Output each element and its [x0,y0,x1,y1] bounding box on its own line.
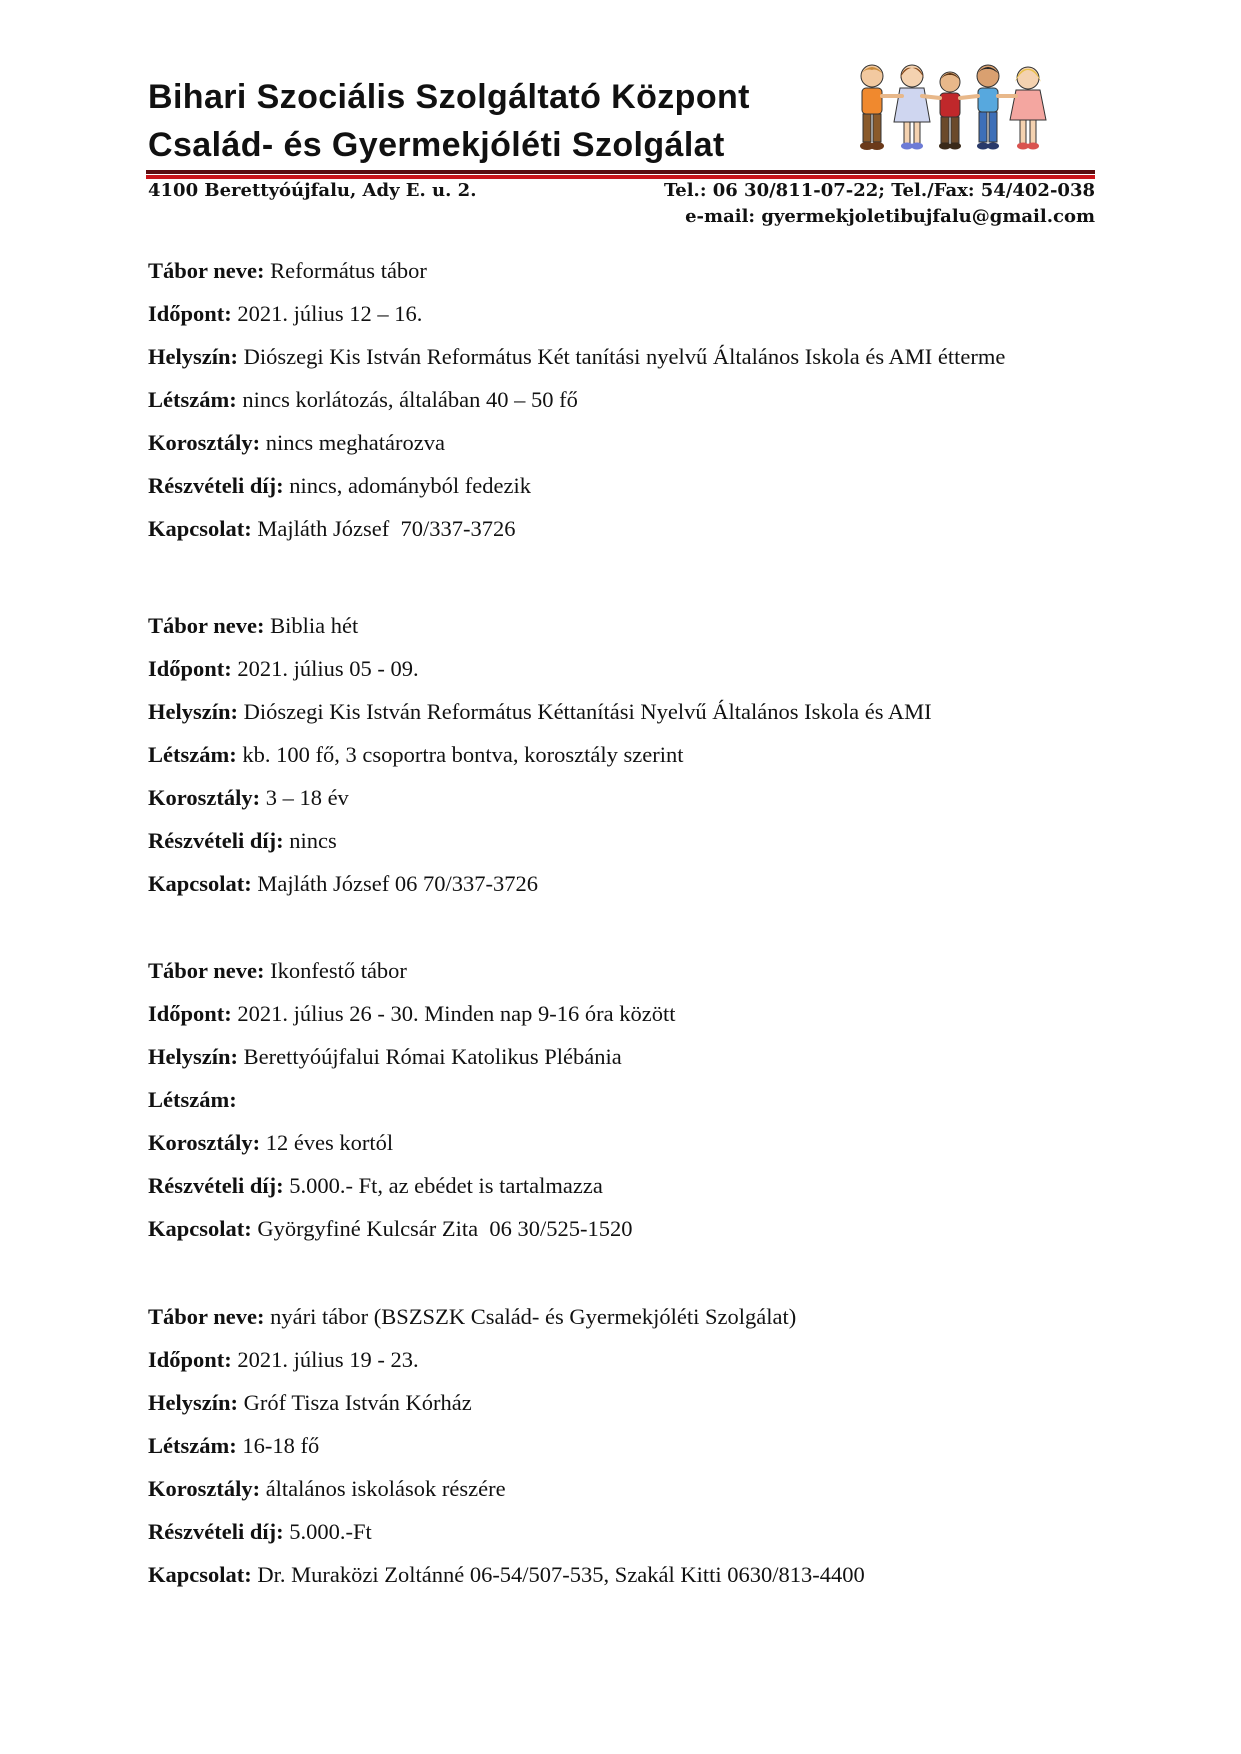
child-figure [939,72,961,150]
label: Helyszín: [148,344,238,369]
camp-count: nincs korlátozás, általában 40 – 50 fő [242,387,578,412]
org-subtitle: Család- és Gyermekjóléti Szolgálat [148,126,725,164]
camp-date: 2021. július 12 – 16. [237,301,423,326]
camp-age: általános iskolások részére [265,1476,506,1501]
label: Létszám: [148,742,237,767]
camp-fee-row [148,1510,1108,1553]
camp-date-row [148,647,1108,690]
label: Korosztály: [148,785,261,810]
camp-date-row [148,1338,1108,1381]
child-figure [860,65,884,150]
label: Létszám: [148,1433,237,1458]
camp-entry [148,1295,1108,1596]
camp-fee: 5.000.- Ft, az ebédet is tartalmazza [289,1173,603,1198]
camp-entry [148,604,1108,905]
camp-fee: 5.000.-Ft [289,1519,372,1544]
label: Tábor neve: [148,613,265,638]
label: Kapcsolat: [148,1562,252,1587]
camp-date-row [148,292,1108,335]
camp-fee-row [148,464,1108,507]
camp-count-row [148,378,1108,421]
camp-entry [148,949,1108,1250]
label: Korosztály: [148,1476,261,1501]
label: Tábor neve: [148,1304,265,1329]
camp-fee-row [148,1164,1108,1207]
label: Időpont: [148,301,232,326]
camp-place: Gróf Tisza István Kórház [243,1390,472,1415]
label: Időpont: [148,1347,232,1372]
camp-contact-row [148,1553,1108,1596]
label: Időpont: [148,656,232,681]
camp-date: 2021. július 05 - 09. [237,656,419,681]
label: Részvételi díj: [148,1173,284,1198]
camp-name: Biblia hét [270,613,359,638]
header-rule-red [146,175,1095,179]
camp-count-row [148,733,1108,776]
camp-place-row [148,1381,1108,1424]
camp-contact: Majláth József 70/337-3726 [257,516,516,541]
email: e-mail: gyermekjoletibujfalu@gmail.com [685,206,1095,227]
camp-age: nincs meghatározva [265,430,445,455]
label: Kapcsolat: [148,871,252,896]
camp-date: 2021. július 26 - 30. Minden nap 9-16 óra között [237,1001,676,1026]
camp-age: 3 – 18 év [265,785,349,810]
camp-fee: nincs, adományból fedezik [289,473,532,498]
children-holding-hands-logo [850,62,1050,154]
camp-date-row [148,992,1108,1035]
label: Korosztály: [148,1130,261,1155]
camp-name-row [148,1295,1108,1338]
org-title: Bihari Szociális Szolgáltató Központ [148,78,750,116]
label: Létszám: [148,387,237,412]
header-rule-dark [146,170,1095,174]
camp-entry [148,249,1108,550]
camp-contact-row [148,862,1108,905]
camp-age-row [148,776,1108,819]
camp-contact-row [148,1207,1108,1250]
camp-count-row [148,1424,1108,1467]
camp-count: 16-18 fő [242,1433,320,1458]
label: Részvételi díj: [148,473,284,498]
camp-date: 2021. július 19 - 23. [237,1347,419,1372]
label: Részvételi díj: [148,1519,284,1544]
camp-contact: Majláth József 06 70/337-3726 [257,871,538,896]
camp-place: Berettyóújfalui Római Katolikus Plébánia [243,1044,622,1069]
label: Tábor neve: [148,258,265,283]
label: Helyszín: [148,699,238,724]
camp-name: nyári tábor (BSZSZK Család- és Gyermekjóléti Szolgálat) [270,1304,797,1329]
camp-count: kb. 100 fő, 3 csoportra bontva, korosztály szerint [242,742,684,767]
label: Kapcsolat: [148,516,252,541]
camp-place-row [148,335,1108,378]
camp-contact-row [148,507,1108,550]
label: Korosztály: [148,430,261,455]
camp-place-row [148,690,1108,733]
label: Helyszín: [148,1390,238,1415]
camp-count-row [148,1078,1108,1121]
camp-place-row [148,1035,1108,1078]
label: Helyszín: [148,1044,238,1069]
label: Időpont: [148,1001,232,1026]
child-figure [1010,67,1046,150]
label: Létszám: [148,1087,237,1112]
camp-name: Református tábor [270,258,427,283]
camp-age-row [148,1121,1108,1164]
label: Kapcsolat: [148,1216,252,1241]
camp-name-row [148,249,1108,292]
camp-place: Diószegi Kis István Református Kéttanítási Nyelvű Általános Iskola és AMI [243,699,932,724]
child-figure [977,65,999,150]
camp-contact: Györgyfiné Kulcsár Zita 06 30/525-1520 [257,1216,633,1241]
camp-fee: nincs [289,828,337,853]
camp-age-row [148,1467,1108,1510]
camp-name-row [148,604,1108,647]
camp-contact: Dr. Muraközi Zoltánné 06-54/507-535, Szakál Kitti 0630/813-4400 [257,1562,865,1587]
phone-fax: Tel.: 06 30/811-07-22; Tel./Fax: 54/402-038 [663,180,1095,201]
camp-place: Diószegi Kis István Református Két tanítási nyelvű Általános Iskola és AMI étterme [243,344,1006,369]
camp-age: 12 éves kortól [265,1130,394,1155]
child-figure [894,65,930,150]
label: Részvételi díj: [148,828,284,853]
camp-name-row [148,949,1108,992]
camp-fee-row [148,819,1108,862]
camp-name: Ikonfestő tábor [270,958,407,983]
address: 4100 Berettyóújfalu, Ady E. u. 2. [148,180,477,201]
camp-age-row [148,421,1108,464]
label: Tábor neve: [148,958,265,983]
